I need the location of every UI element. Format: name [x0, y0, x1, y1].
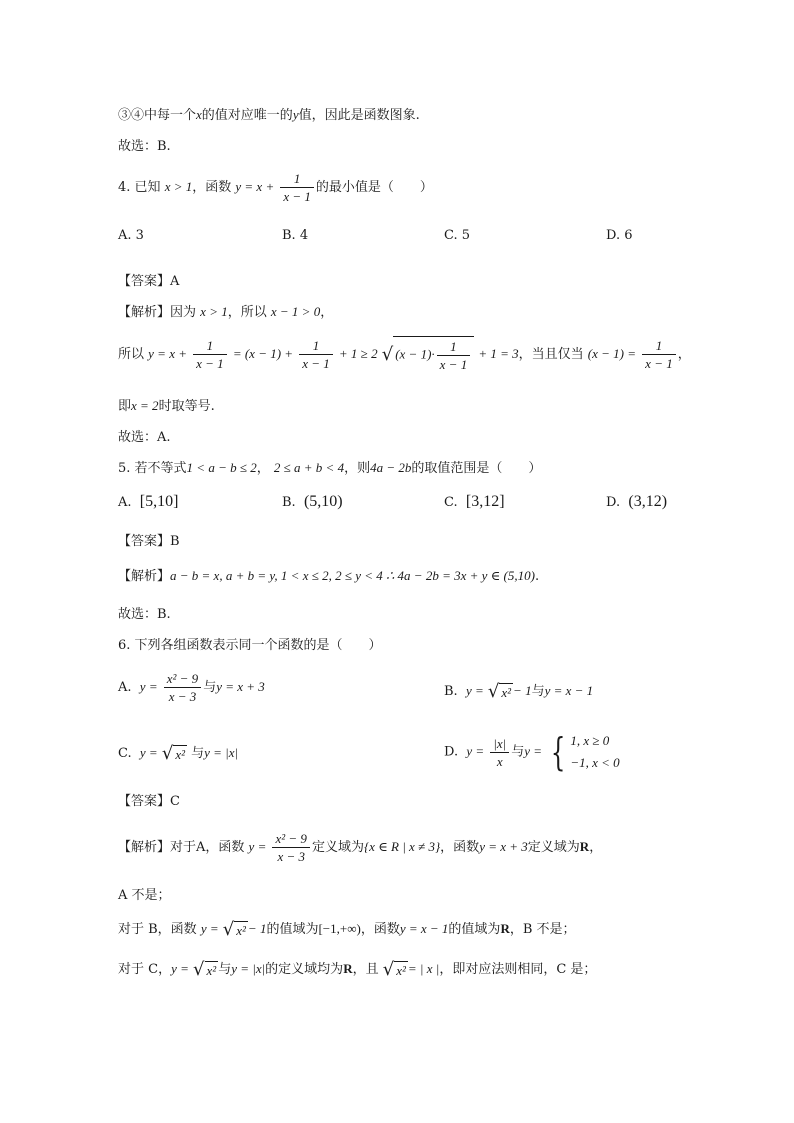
q6-option-c: C. y = √ x² 与y = |x|: [118, 743, 239, 764]
text: 值，因此是函数图象.: [298, 108, 420, 123]
square-root: √ x²: [222, 919, 246, 940]
q6-analysis-a-2: A 不是；: [118, 888, 171, 903]
fraction: $\frac{\text{x² − 9}}{x - 3}$: [272, 830, 309, 865]
q6-option-d: D. y = $\frac{|x|}{x}$ 与y = { 1, x ≥ 0 −1, x < 0: [444, 730, 620, 774]
text: 5. 若不等式: [118, 461, 187, 476]
math-var: x: [196, 107, 202, 122]
square-root: √ x²: [382, 959, 406, 980]
text: 时取等号.: [158, 399, 215, 414]
math-var: y: [292, 107, 299, 122]
q5-option-d: D. (3,12): [606, 493, 668, 510]
q4-analysis-line-1: [118, 301, 333, 320]
math: + 1 = 3: [478, 346, 519, 361]
q4-answer: 【答案】A: [118, 274, 180, 289]
text-line-1: [118, 104, 420, 123]
math: y = x +: [148, 346, 187, 361]
text: ，: [320, 305, 334, 320]
q5-option-b: B. (5,10): [282, 493, 343, 510]
q5-end: 故选：B.: [118, 607, 171, 622]
square-root: √ (x − 1)· $\frac{1}{x - 1}$: [382, 336, 474, 373]
q6-option-b: B. y = √ x² − 1与y = x − 1: [444, 681, 594, 702]
q6-analysis-b: 对于 B，函数 y = √ x² − 1的值域为[−1,+∞)，函数y = x − 1的值域为R，B 不是；: [118, 919, 576, 940]
text: 所以: [118, 347, 145, 362]
fraction: $\frac{1}{x - 1}$: [437, 338, 471, 373]
q6-analysis-a: 【解析】对于A，函数 y = $\frac{\text{x² − 9}}{x - 3}$ 定义域为{x ∈ R | x ≠ 3}，函数y = x + 3定义域为R，: [118, 831, 603, 864]
q4-option-d: D. 6: [606, 228, 633, 243]
square-root: √ x²: [161, 743, 185, 764]
text: 因为: [170, 305, 197, 320]
fraction: $\frac{1}{x - 1}$: [642, 337, 676, 372]
q4-analysis-line-4: 故选：A.: [118, 430, 171, 445]
math: + 1 ≥ 2: [338, 346, 378, 361]
fraction: $\frac{|x|}{x}$: [490, 735, 509, 770]
text: 的取值范围是（ ）: [411, 461, 542, 476]
q4-analysis-line-2: [118, 336, 691, 373]
analysis-label: 【解析】: [118, 569, 171, 584]
fraction: $\frac{1}{x - 1}$: [280, 170, 314, 205]
math: = (x − 1) +: [232, 346, 294, 361]
q6-answer: 【答案】C: [118, 794, 180, 809]
text: ，则: [344, 461, 371, 476]
text: 的最小值是（ ）: [315, 180, 433, 195]
radical-sign-icon: √: [487, 681, 500, 702]
q6-option-a: A. y = $\frac{\text{x² − 9}}{x - 3}$ 与y = x + 3: [118, 671, 265, 704]
text: ，所以: [227, 305, 267, 320]
left-brace-icon: {: [551, 730, 566, 774]
question-5-stem: [118, 457, 541, 476]
q4-analysis-line-3: [118, 395, 215, 414]
fraction: $\frac{1}{x - 1}$: [299, 337, 333, 372]
text-line-2: 故选：B.: [118, 139, 171, 154]
text: 即: [118, 399, 132, 414]
q5-option-c: C. [3,12]: [444, 493, 505, 510]
q6-analysis-c: 对于 C，y = √ x² 与y = |x|的定义域均为R，且 √ x² = | x |，即对应法则相同，C 是；: [118, 959, 597, 980]
radical-sign-icon: √: [161, 743, 174, 764]
analysis-label: 【解析】: [118, 305, 171, 320]
q4-option-b: B. 4: [282, 228, 309, 243]
text: ，: [256, 461, 270, 476]
radical-sign-icon: √: [193, 959, 205, 980]
square-root: √ x²: [193, 959, 217, 980]
math: x − 1 > 0: [270, 304, 321, 319]
question-6-stem: 6. 下列各组函数表示同一个函数的是（ ）: [118, 638, 382, 653]
q4-option-a: A. 3: [118, 228, 144, 243]
text: ，函数: [192, 180, 232, 195]
q5-option-a: A. [5,10]: [118, 493, 179, 510]
fraction: $\frac{1}{x - 1}$: [193, 337, 227, 372]
text: ，: [677, 347, 691, 362]
square-root: √ x²: [487, 681, 512, 702]
q4-option-c: C. 5: [444, 228, 471, 243]
math: y = x +: [235, 179, 275, 194]
text: ③④中每一个: [118, 108, 197, 123]
fraction: $\frac{\text{x² − 9}}{x - 3}$: [164, 670, 201, 705]
analysis-label: 【解析】: [118, 840, 171, 855]
math: a − b = x, a + b = y, 1 < x ≤ 2, 2 ≤ y < 4 ∴ 4a − 2b = 3x + y ∈ (5,10): [170, 568, 535, 583]
q5-analysis: 【解析】a − b = x, a + b = y, 1 < x ≤ 2, 2 ≤ y < 4 ∴ 4a − 2b = 3x + y ∈ (5,10).: [118, 568, 540, 584]
radical-sign-icon: √: [382, 959, 395, 980]
text: 4. 已知: [118, 180, 161, 195]
math: x > 1: [200, 304, 228, 319]
math: 4a − 2b: [370, 460, 412, 475]
math: 2 ≤ a + b < 4: [273, 460, 345, 475]
q5-answer: 【答案】B: [118, 534, 180, 549]
text: 的值对应唯一的: [201, 108, 293, 123]
math: x = 2: [131, 398, 159, 413]
text: ，当且仅当: [518, 347, 584, 362]
math: (x − 1) =: [587, 346, 637, 361]
radical-sign-icon: √: [381, 344, 394, 365]
math: 1 < a − b ≤ 2: [186, 460, 257, 475]
radical-sign-icon: √: [222, 919, 235, 940]
math: x > 1: [164, 179, 193, 194]
piecewise-cases: 1, x ≥ 0 −1, x < 0: [570, 733, 620, 770]
question-4-stem: [118, 170, 433, 205]
